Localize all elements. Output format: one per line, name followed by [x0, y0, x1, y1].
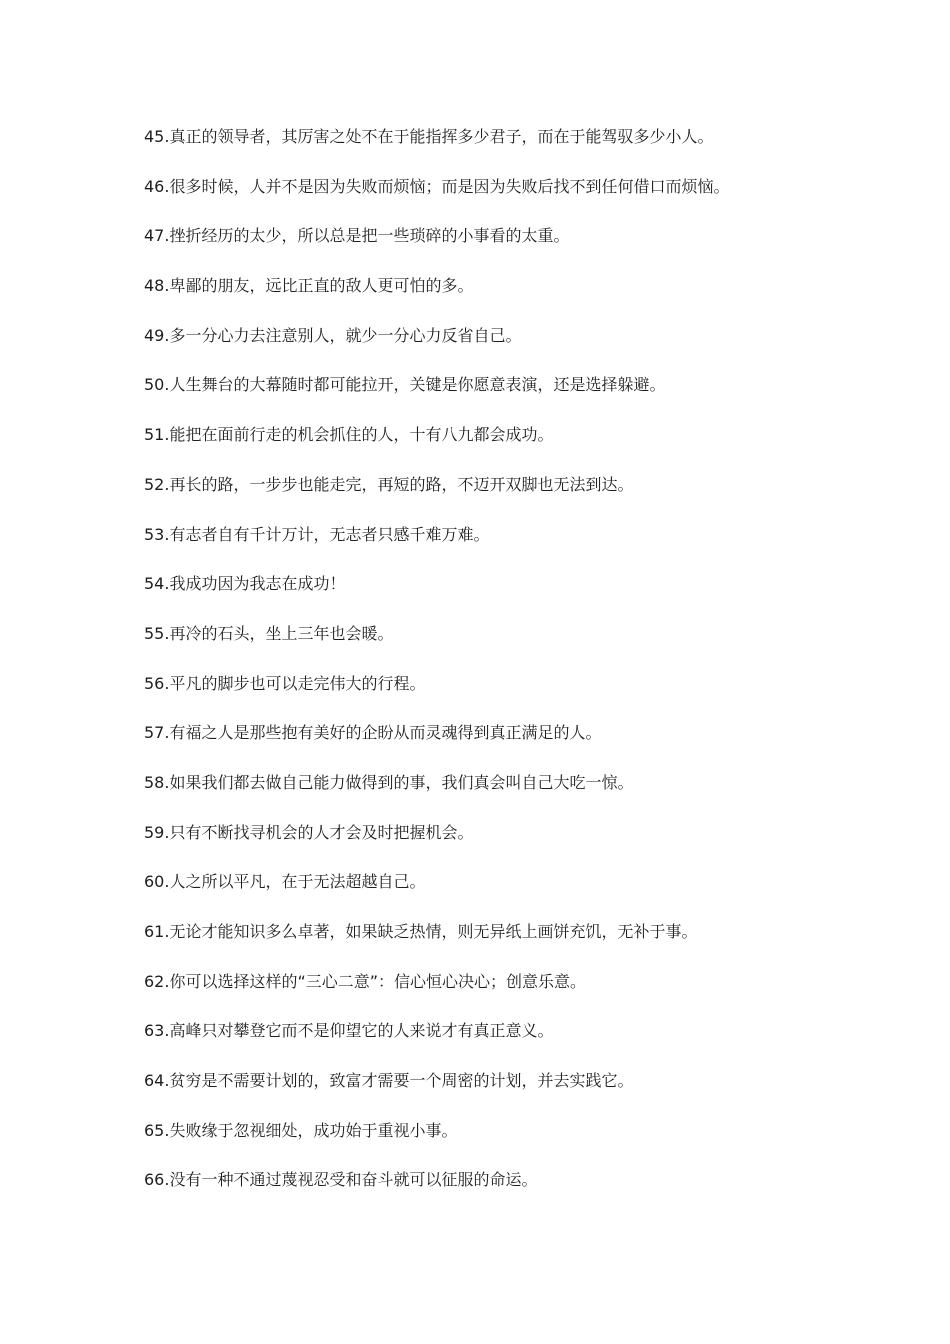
quote-item-56: 56.平凡的脚步也可以走完伟大的行程。: [144, 673, 426, 693]
quote-list: [144, 124, 884, 1217]
quote-item-66: 66.没有一种不通过蔑视忍受和奋斗就可以征服的命运。: [144, 1170, 538, 1190]
quote-item-59: 59.只有不断找寻机会的人才会及时把握机会。: [144, 822, 474, 842]
quote-item-62: 62.你可以选择这样的“三心二意”：信心恒心决心；创意乐意。: [144, 971, 587, 991]
quote-item-50: 50.人生舞台的大幕随时都可能拉开，关键是你愿意表演，还是选择躲避。: [144, 375, 666, 395]
quote-item-57: 57.有福之人是那些抱有美好的企盼从而灵魂得到真正满足的人。: [144, 723, 602, 743]
quote-item-49: 49.多一分心力去注意别人，就少一分心力反省自己。: [144, 325, 522, 345]
quote-item-64: 64.贫穷是不需要计划的，致富才需要一个周密的计划，并去实践它。: [144, 1071, 634, 1091]
quote-item-53: 53.有志者自有千计万计，无志者只感千难万难。: [144, 524, 490, 544]
quote-item-65: 65.失败缘于忽视细处，成功始于重视小事。: [144, 1120, 458, 1140]
quote-item-52: 52.再长的路，一步步也能走完，再短的路，不迈开双脚也无法到达。: [144, 474, 634, 494]
quote-item-63: 63.高峰只对攀登它而不是仰望它的人来说才有真正意义。: [144, 1021, 554, 1041]
quote-item-48: 48.卑鄙的朋友，远比正直的敌人更可怕的多。: [144, 276, 474, 296]
quote-item-54: 54.我成功因为我志在成功！: [144, 574, 346, 594]
quote-item-47: 47.挫折经历的太少，所以总是把一些琐碎的小事看的太重。: [144, 226, 570, 246]
quote-item-45: 45.真正的领导者，其厉害之处不在于能指挥多少君子，而在于能驾驭多少小人。: [144, 127, 714, 146]
quote-item-61: 61.无论才能知识多么卓著，如果缺乏热情，则无异纸上画饼充饥，无补于事。: [144, 922, 698, 941]
quote-item-51: 51.能把在面前行走的机会抓住的人，十有八九都会成功。: [144, 425, 554, 445]
quote-item-58: 58.如果我们都去做自己能力做得到的事，我们真会叫自己大吃一惊。: [144, 772, 634, 792]
quote-item-46: 46.很多时候，人并不是因为失败而烦恼；而是因为失败后找不到任何借口而烦恼。: [144, 176, 730, 196]
quote-item-60: 60.人之所以平凡，在于无法超越自己。: [144, 872, 426, 892]
quote-item-55: 55.再冷的石头，坐上三年也会暖。: [144, 623, 394, 643]
